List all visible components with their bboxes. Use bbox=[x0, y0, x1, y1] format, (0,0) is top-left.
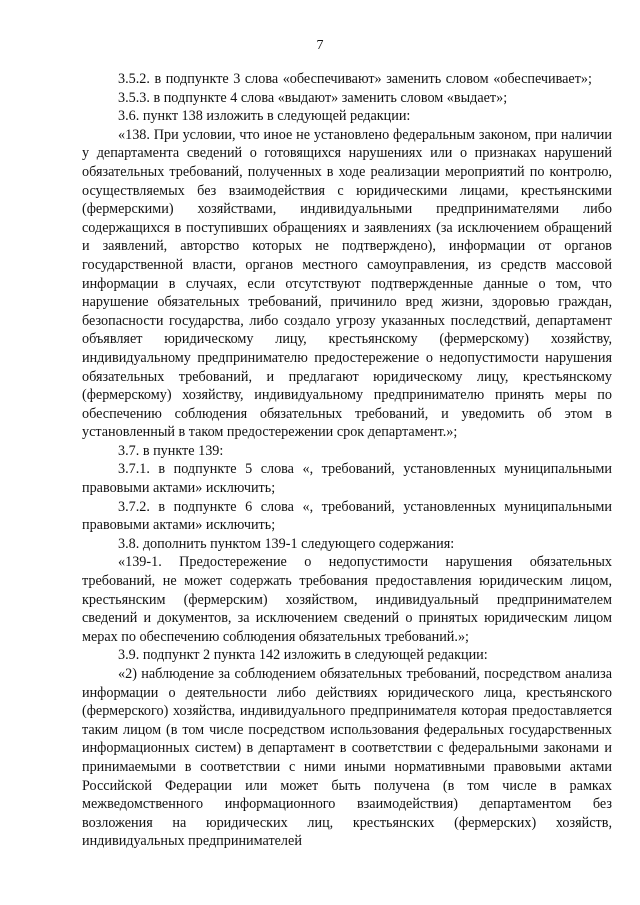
paragraph-3-8: 3.8. дополнить пунктом 139-1 следующего содержания: bbox=[118, 535, 455, 552]
paragraph-139-1-text: «139-1. Предостережение о недопустимости нарушения обязательных требований, не может содержать требования предоставления юридическим лицом, крестьянским (фермерским) хозяйством, индивидуальный предпринимателем сведений и документов, за исключением сведений о принятых юридическим лицом мерах по обеспечению соблюдения обязательных требований.»; bbox=[82, 554, 612, 645]
paragraph-3-6: 3.6. пункт 138 изложить в следующей редакции: bbox=[118, 108, 411, 125]
paragraph-142-2-text: «2) наблюдение за соблюдением обязательных требований, посредством анализа информации о деятельности либо действиях юридического лица, крестьянского (фермерского) хозяйства, индивидуального предпринимателя которая предоставляется таким лицом (в том числе посредством использования федеральных государственных информационных систем) в департамент в соответствии с федеральными законами и принимаемыми в соответствии с ними иными нормативными правовыми актами Российской Федерации или может быть получена (в том числе в рамках межведомственного информационного взаимодействия) департаментом без возложения на юридических лиц, крестьянских (фермерских) хозяйств, индивидуальных предпринимателей bbox=[82, 666, 612, 850]
page-number: 7 bbox=[316, 38, 324, 53]
paragraph-3-7-1: 3.7.1. в подпункте 5 слова «, требований, установленных муниципальными правовыми актами» исключить; bbox=[82, 461, 612, 497]
paragraph-3-5-3: 3.5.3. в подпункте 4 слова «выдают» заменить словом «выдает»; bbox=[118, 89, 508, 106]
paragraph-3-5-2: 3.5.2. в подпункте 3 слова «обеспечивают» заменить словом «обеспечивает»; bbox=[118, 71, 592, 87]
paragraph-3-7-2: 3.7.2. в подпункте 6 слова «, требований, установленных муниципальными правовыми актами» исключить; bbox=[82, 498, 612, 534]
document-body bbox=[82, 70, 612, 851]
paragraph-3-9: 3.9. подпункт 2 пункта 142 изложить в следующей редакции: bbox=[118, 647, 488, 664]
paragraph-3-7: 3.7. в пункте 139: bbox=[118, 442, 224, 459]
paragraph-138-text: «138. При условии, что иное не установлено федеральным законом, при наличии у департамента сведений о готовящихся нарушениях или о признаках нарушений обязательных требований, полученных в ходе реализации мероприятий по контролю, осуществляемых без взаимодействия с юридическими лицами, крестьянскими (фермерскими) хозяйствами, индивидуальными предпринимателями либо содержащихся в поступивших обращениях и заявлениях (за исключением обращений и заявлений, авторство которых не подтверждено), информации от органов государственной власти, органов местного самоуправления, из средств массовой информации в случаях, если отсутствуют подтвержденные данные о том, что нарушение обязательных требований, причинило вред жизни, здоровью граждан, безопасности государства, либо создало угрозу указанных последствий, департамент объявляет юридическому лицу, крестьянскому (фермерскому) хозяйству, индивидуальному предпринимателю предостережение о недопустимости нарушения обязательных требований, и предлагают юридическому лицу, крестьянскому (фермерскому) хозяйству, индивидуальному предпринимателю принять меры по обеспечению соблюдения обязательных требований, и уведомить об этом в установленный в таком предостережении срок департамент.»; bbox=[82, 126, 612, 441]
